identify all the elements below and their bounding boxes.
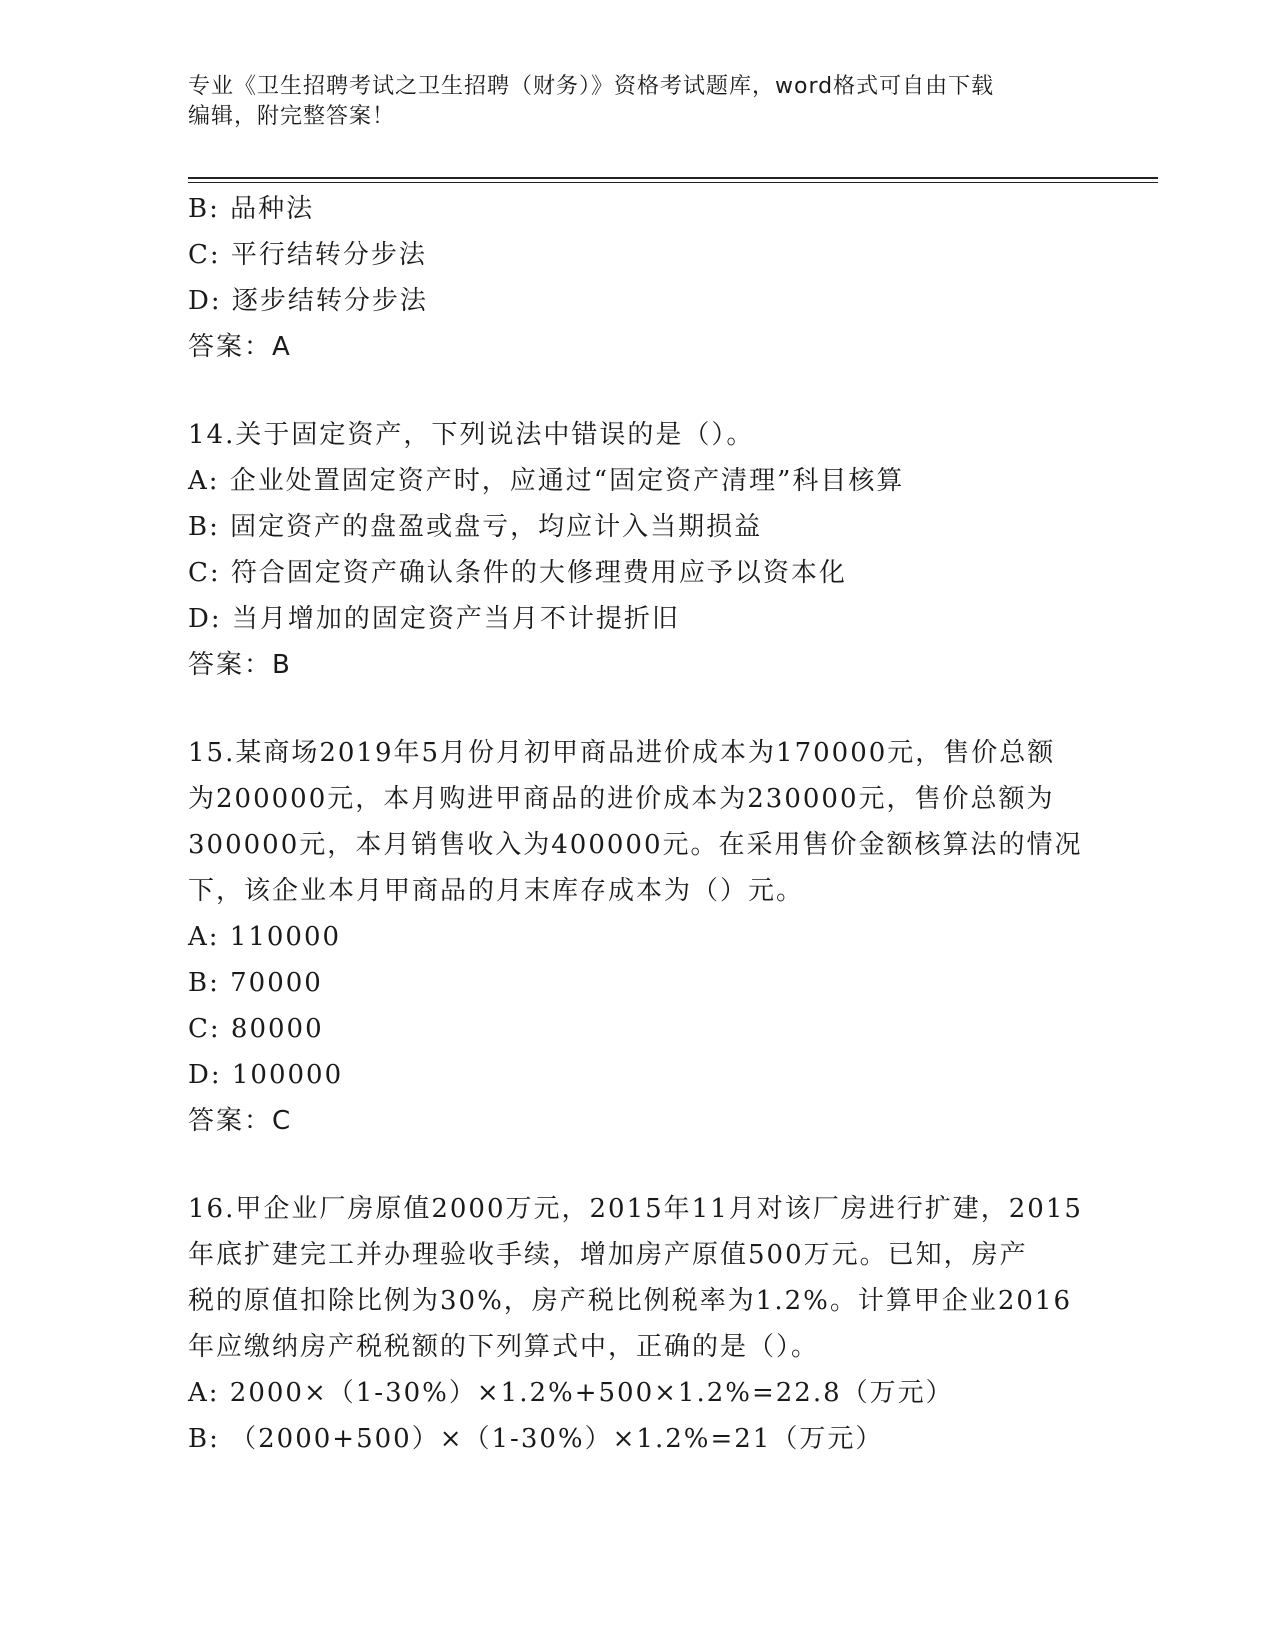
header-divider-thin xyxy=(188,182,1158,183)
q13-option-c: C: 平行结转分步法 xyxy=(188,240,427,270)
q16-stem-line: 税的原值扣除比例为30%，房产税比例税率为1.2%。计算甲企业2016 xyxy=(188,1286,1073,1316)
q14-stem: 14.关于固定资产，下列说法中错误的是（）。 xyxy=(188,420,755,450)
q14-answer: 答案：B xyxy=(188,650,292,680)
question-15 xyxy=(188,730,1088,1144)
q15-answer: 答案：C xyxy=(188,1106,293,1136)
q16-option-b: B: （2000+500）×（1-30%）×1.2%=21（万元） xyxy=(188,1424,884,1454)
q14-option-c: C: 符合固定资产确认条件的大修理费用应予以资本化 xyxy=(188,558,847,588)
page-header xyxy=(188,72,1088,132)
q16-option-a: A: 2000×（1-30%）×1.2%+500×1.2%=22.8（万元） xyxy=(188,1378,954,1408)
question-list xyxy=(188,186,1088,1462)
question-13 xyxy=(188,186,1088,370)
q14-option-a: A: 企业处置固定资产时，应通过“固定资产清理”科目核算 xyxy=(188,466,905,496)
q15-option-c: C: 80000 xyxy=(188,1014,324,1044)
q15-stem-line: 300000元，本月销售收入为400000元。在采用售价金额核算法的情况 xyxy=(188,830,1083,860)
spacer xyxy=(188,688,1088,730)
header-divider-thick xyxy=(188,177,1158,179)
q14-option-b: B: 固定资产的盘盈或盘亏，均应计入当期损益 xyxy=(188,512,763,542)
q13-option-b: B: 品种法 xyxy=(188,194,315,224)
header-title-line2: 编辑，附完整答案！ xyxy=(188,104,396,129)
spacer xyxy=(188,370,1088,412)
q13-option-d: D: 逐步结转分步法 xyxy=(188,286,428,316)
q15-option-d: D: 100000 xyxy=(188,1060,344,1090)
q15-stem-line: 为200000元，本月购进甲商品的进价成本为230000元，售价总额为 xyxy=(188,784,1055,814)
q14-option-d: D: 当月增加的固定资产当月不计提折旧 xyxy=(188,604,680,634)
q15-option-b: B: 70000 xyxy=(188,968,323,998)
question-16 xyxy=(188,1186,1088,1462)
q16-stem-line: 年底扩建完工并办理验收手续，增加房产原值500万元。已知，房产 xyxy=(188,1240,1028,1270)
header-title-line1: 专业《卫生招聘考试之卫生招聘（财务）》资格考试题库，word格式可自由下载 xyxy=(188,74,995,99)
q15-option-a: A: 110000 xyxy=(188,922,342,952)
q13-answer: 答案：A xyxy=(188,332,292,362)
q15-stem-line: 下，该企业本月甲商品的月末库存成本为（）元。 xyxy=(188,876,805,906)
question-14 xyxy=(188,412,1088,688)
q16-stem-line: 年应缴纳房产税税额的下列算式中，正确的是（）。 xyxy=(188,1332,820,1362)
spacer xyxy=(188,1144,1088,1186)
q16-stem-line: 16.甲企业厂房原值2000万元，2015年11月对该厂房进行扩建，2015 xyxy=(188,1194,1083,1224)
q15-stem-line: 15.某商场2019年5月份月初甲商品进价成本为170000元，售价总额 xyxy=(188,738,1056,768)
